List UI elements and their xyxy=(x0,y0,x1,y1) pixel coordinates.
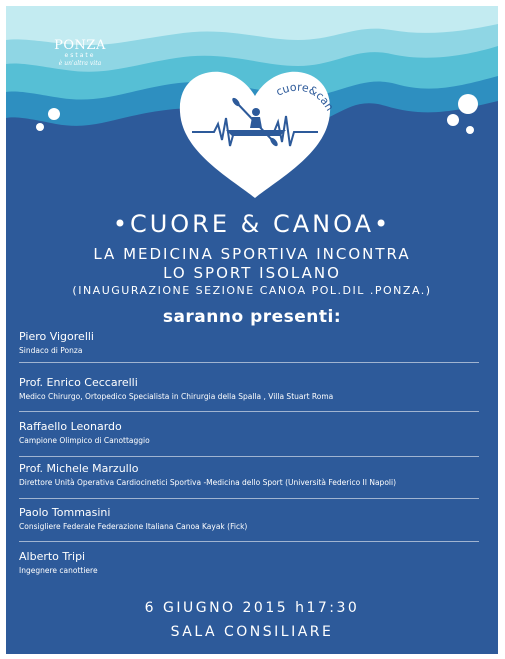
logo-brand-sub: estate xyxy=(64,52,96,59)
speaker-item xyxy=(19,462,479,499)
event-subtitle-line1: LA MEDICINA SPORTIVA INCONTRA xyxy=(93,245,411,263)
heart-emblem xyxy=(170,66,340,205)
speaker-name: Prof. Michele Marzullo xyxy=(19,462,139,475)
event-subtitle-line2: LO SPORT ISOLANO xyxy=(163,264,341,282)
logo-tagline: è un'altra vita xyxy=(58,60,102,67)
logo-brand-name: PONZA xyxy=(54,38,106,53)
speaker-item xyxy=(19,420,479,457)
speaker-name: Raffaello Leonardo xyxy=(19,420,122,433)
badge-text: cuore&can xyxy=(274,80,337,114)
speaker-role: Direttore Unità Operativa Cardiocinetici Sportiva -Medicina dello Sport (Università Federico II Napoli) xyxy=(19,478,396,487)
kayaker-heartbeat-icon xyxy=(170,66,340,201)
event-venue: SALA CONSILIARE xyxy=(170,624,334,640)
speaker-name: Piero Vigorelli xyxy=(19,330,94,343)
speaker-name: Alberto Tripi xyxy=(19,550,86,563)
event-subtitle-line3: (INAUGURAZIONE SEZIONE CANOA POL.DIL .PONZA.) xyxy=(72,284,432,297)
event-title: •CUORE & CANOA• xyxy=(112,210,392,238)
speakers-heading: saranno presenti: xyxy=(162,307,342,327)
speaker-name: Prof. Enrico Ceccarelli xyxy=(19,376,138,389)
speaker-role: Campione Olimpico di Canottaggio xyxy=(19,436,150,445)
speaker-item xyxy=(19,550,479,576)
speaker-role: Ingegnere canottiere xyxy=(19,566,98,575)
event-date: 6 GIUGNO 2015 h17:30 xyxy=(144,600,360,616)
speaker-item xyxy=(19,376,479,412)
speaker-role: Consigliere Federale Federazione Italiana Canoa Kayak (Fick) xyxy=(19,522,248,531)
speaker-item xyxy=(19,506,479,542)
event-poster xyxy=(6,6,498,654)
speaker-role: Sindaco di Ponza xyxy=(19,346,83,355)
speaker-role: Medico Chirurgo, Ortopedico Specialista in Chirurgia della Spalla , Villa Stuart Roma xyxy=(19,392,334,401)
ponza-logo xyxy=(50,38,110,67)
speaker-item xyxy=(19,330,479,363)
speaker-name: Paolo Tommasini xyxy=(19,506,111,519)
